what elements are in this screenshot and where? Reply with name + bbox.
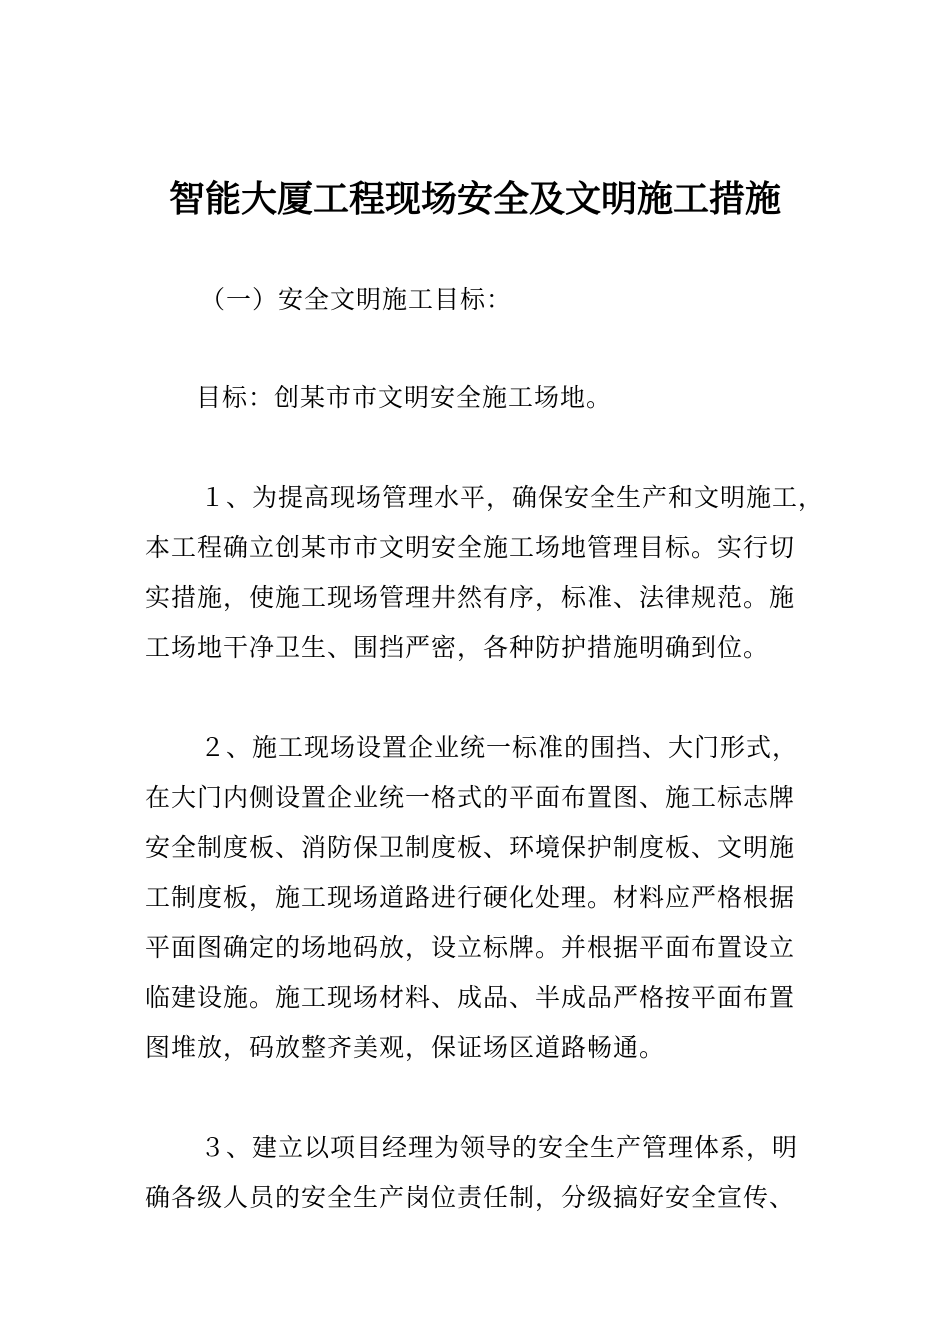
paragraph-line: 在大门内侧设置企业统一格式的平面布置图、施工标志牌: [145, 783, 796, 812]
paragraph-line: ３、建立以项目经理为领导的安全生产管理体系，明: [200, 1133, 799, 1162]
paragraph-line: ２、施工现场设置企业统一标准的围挡、大门形式，: [200, 733, 799, 762]
paragraph-line: 工场地干净卫生、围挡严密，各种防护措施明确到位。: [145, 633, 770, 662]
goal-line: 目标：创某市市文明安全施工场地。: [196, 383, 613, 412]
document-title: 智能大厦工程现场安全及文明施工措施: [168, 179, 781, 220]
paragraph-line: 本工程确立创某市市文明安全施工场地管理目标。实行切: [145, 533, 796, 562]
paragraph-line: 图堆放，码放整齐美观，保证场区道路畅通。: [145, 1033, 666, 1062]
paragraph-line: 工制度板，施工现场道路进行硬化处理。材料应严格根据: [145, 883, 796, 912]
paragraph-line: 平面图确定的场地码放，设立标牌。并根据平面布置设立: [145, 933, 796, 962]
paragraph-line: 安全制度板、消防保卫制度板、环境保护制度板、文明施: [145, 833, 796, 862]
paragraph-line: 确各级人员的安全生产岗位责任制，分级搞好安全宣传、: [145, 1183, 796, 1212]
paragraph-line: １、为提高现场管理水平，确保安全生产和文明施工，: [200, 483, 825, 512]
paragraph-line: 实措施，使施工现场管理井然有序，标准、法律规范。施: [145, 583, 796, 612]
paragraph-line: 临建设施。施工现场材料、成品、半成品严格按平面布置: [145, 983, 796, 1012]
section-heading: （一）安全文明施工目标：: [200, 285, 513, 314]
